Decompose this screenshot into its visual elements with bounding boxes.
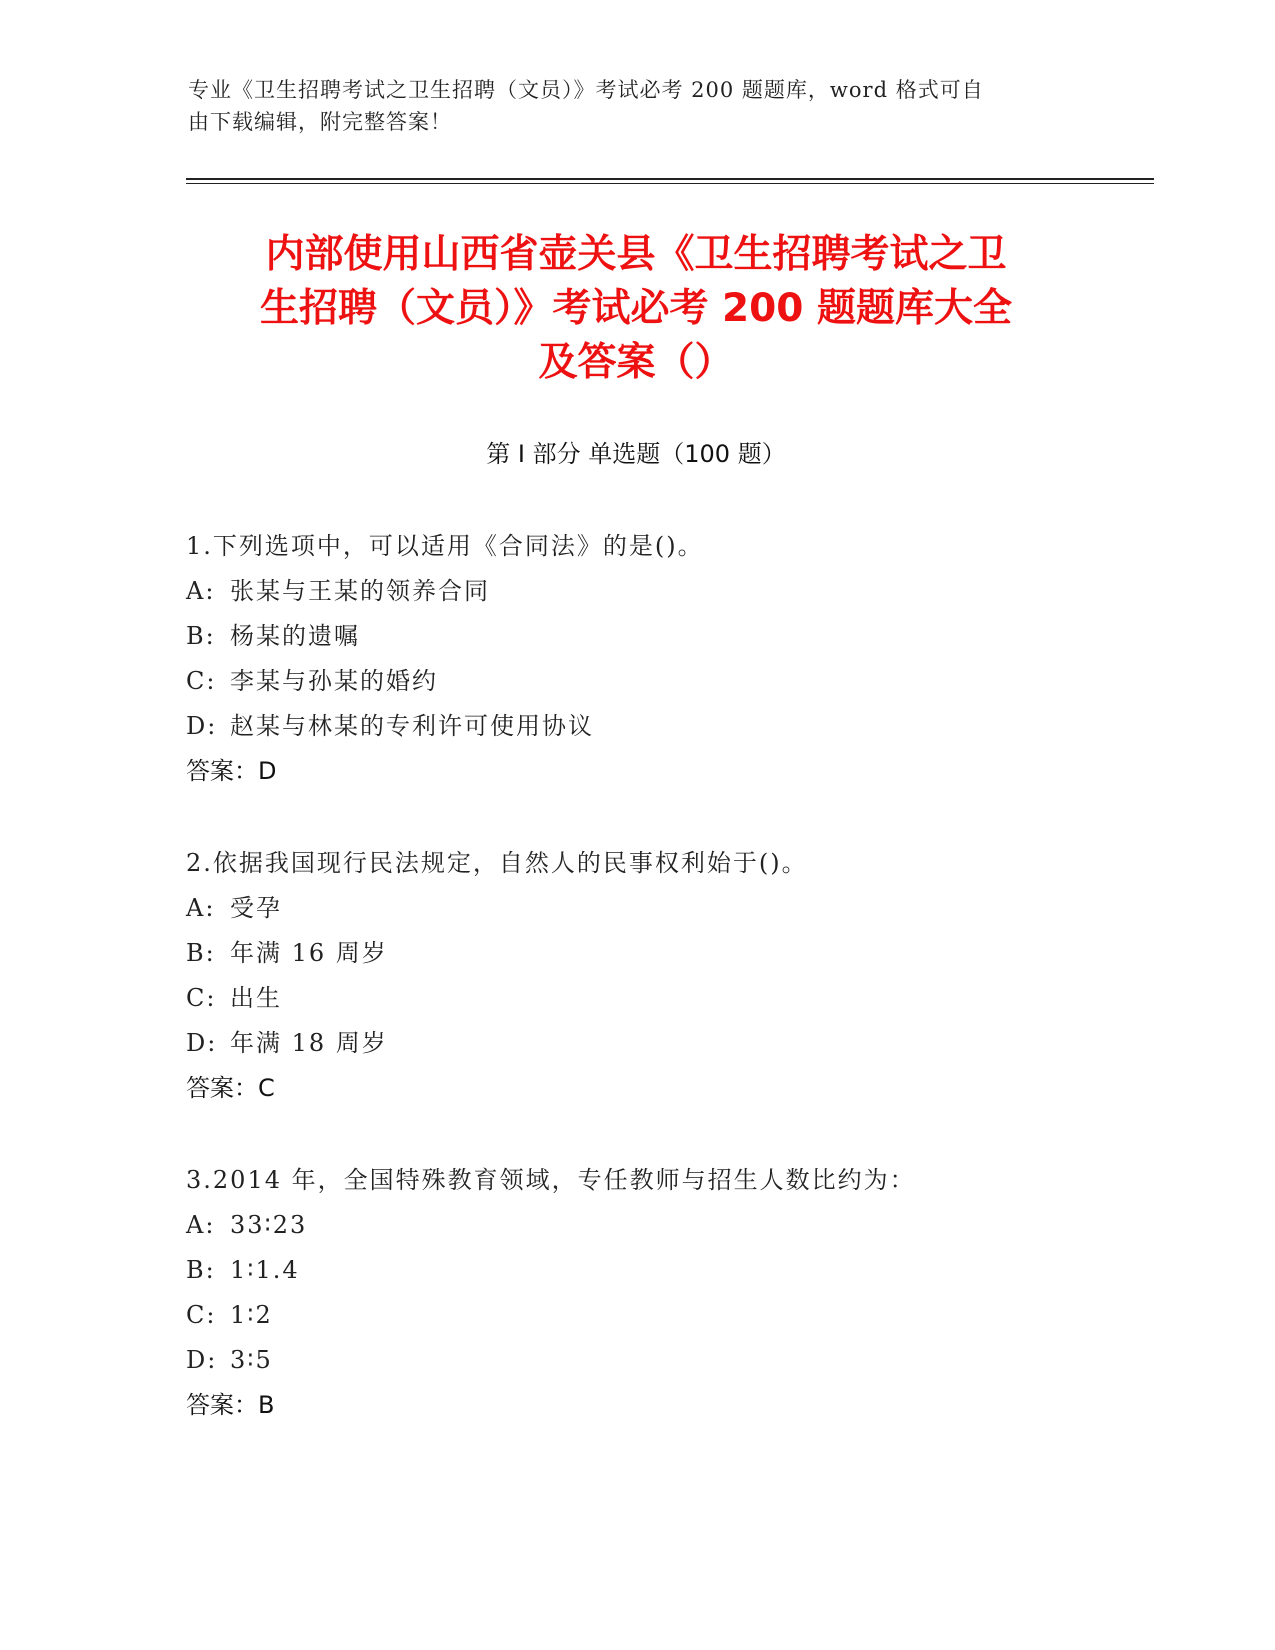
header-divider-thin <box>186 183 1154 184</box>
option-b <box>186 931 1146 976</box>
question-stem: 2.依据我国现行民法规定，自然人的民事权利始于()。 <box>186 849 808 877</box>
question-list <box>186 524 1146 1475</box>
header-note-line-1: 专业《卫生招聘考试之卫生招聘（文员）》考试必考 200 题题库，word 格式可自 <box>188 78 984 102</box>
option-text: 3∶5 <box>230 1346 273 1374</box>
answer: 答案：C <box>186 1074 275 1102</box>
option-key: A: <box>186 1211 216 1239</box>
option-text: 1∶2 <box>230 1301 273 1329</box>
question-2 <box>186 841 1146 1111</box>
option-key: D: <box>186 1029 218 1057</box>
option-text: 受孕 <box>230 894 282 922</box>
option-key: A: <box>186 577 216 605</box>
option-key: C: <box>186 1301 217 1329</box>
document-title-line-2: 生招聘（文员）》考试必考 200 题题库大全 <box>259 286 1013 331</box>
option-text: 年满 16 周岁 <box>230 939 388 967</box>
option-key: D: <box>186 712 218 740</box>
option-d <box>186 1021 1146 1066</box>
option-d <box>186 1338 1146 1383</box>
option-key: B: <box>186 939 216 967</box>
option-text: 李某与孙某的婚约 <box>230 667 438 695</box>
option-text: 1∶1.4 <box>230 1256 300 1284</box>
question-stem: 3.2014 年，全国特殊教育领域，专任教师与招生人数比约为： <box>186 1166 916 1194</box>
option-a <box>186 569 1146 614</box>
option-key: B: <box>186 1256 216 1284</box>
option-text: 年满 18 周岁 <box>230 1029 388 1057</box>
option-a <box>186 1203 1146 1248</box>
option-a <box>186 886 1146 931</box>
option-text: 33∶23 <box>230 1211 308 1239</box>
option-c <box>186 976 1146 1021</box>
option-key: A: <box>186 894 216 922</box>
document-title-line-3: 及答案（） <box>538 340 734 385</box>
answer: 答案：D <box>186 757 277 785</box>
option-b <box>186 614 1146 659</box>
option-text: 张某与王某的领养合同 <box>230 577 490 605</box>
document-title <box>186 228 1086 390</box>
option-key: C: <box>186 667 217 695</box>
question-3 <box>186 1158 1146 1428</box>
header-note <box>188 74 1068 138</box>
option-text: 杨某的遗嘱 <box>230 622 360 650</box>
option-d <box>186 704 1146 749</box>
option-key: C: <box>186 984 217 1012</box>
question-stem: 1.下列选项中，可以适用《合同法》的是()。 <box>186 532 704 560</box>
option-key: D: <box>186 1346 218 1374</box>
option-key: B: <box>186 622 216 650</box>
header-divider-thick <box>186 178 1154 180</box>
option-text: 赵某与林某的专利许可使用协议 <box>230 712 594 740</box>
option-c <box>186 659 1146 704</box>
option-c <box>186 1293 1146 1338</box>
document-title-line-1: 内部使用山西省壶关县《卫生招聘考试之卫 <box>265 232 1007 277</box>
question-1 <box>186 524 1146 794</box>
header-note-line-2: 由下载编辑，附完整答案！ <box>188 110 452 134</box>
option-text: 出生 <box>230 984 282 1012</box>
section-title: 第 I 部分 单选题（100 题） <box>486 440 786 468</box>
answer: 答案：B <box>186 1391 275 1419</box>
option-b <box>186 1248 1146 1293</box>
